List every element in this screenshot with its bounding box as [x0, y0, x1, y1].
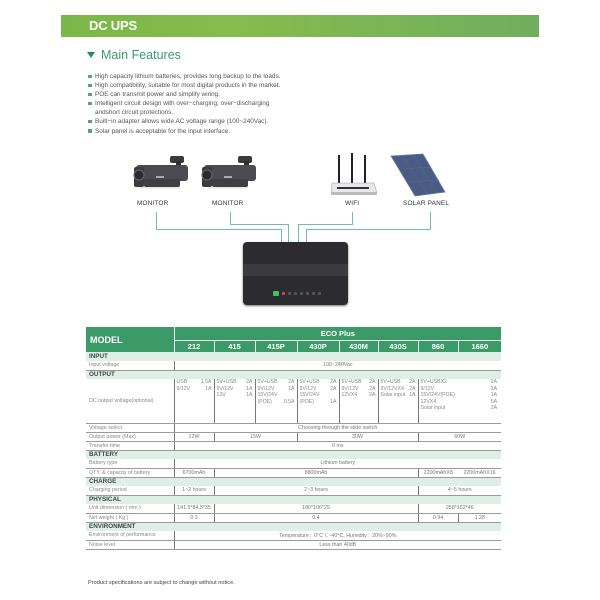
- security-camera-icon: [132, 155, 194, 200]
- solar-panel-icon: [387, 152, 447, 203]
- triangle-down-icon: [87, 52, 95, 58]
- section-row-environment: ENVIRONMENT: [86, 522, 501, 531]
- table-row: Charging period 1~2 hours 2~3 hours 4~5 hours: [86, 486, 501, 495]
- section-row-physical: PHYSICAL: [86, 495, 501, 504]
- model-col-430p: 430P: [297, 340, 339, 352]
- connection-wire: [156, 229, 281, 230]
- table-row: Environment of performance Temperature：0°C℃~40°C, Humidity：20%~90%: [86, 531, 501, 540]
- connection-wire: [298, 224, 299, 242]
- feature-item: Built−in adapter allows wide AC voltage range (100~240Vac).: [88, 117, 388, 126]
- device-label-wifi: WIFI: [345, 200, 360, 207]
- table-row: Battery type Lithium battery: [86, 459, 501, 468]
- square-bullet-icon: [88, 75, 92, 79]
- square-bullet-icon: [88, 120, 92, 124]
- feature-item: Intelligent circuit design with over−charging, over−discharging andshort circuit protections.: [88, 99, 278, 117]
- section-row-battery: BATTERY: [86, 450, 501, 459]
- table-row: Net weight ( Kg ) 0.3 0.4 0.94 1.28: [86, 513, 501, 522]
- section-row-charge: CHARGE: [86, 477, 501, 486]
- connection-wire: [281, 229, 282, 242]
- model-col-860: 860: [418, 340, 458, 352]
- connection-wire: [288, 224, 289, 242]
- table-row: Noise level Less than 40dB: [86, 540, 501, 549]
- section-heading-text: Main Features: [101, 48, 181, 62]
- dc-ups-device-icon: [243, 242, 348, 305]
- feature-item: POE can transmit power and simplify wiring.: [88, 90, 388, 99]
- model-col-430s: 430S: [378, 340, 418, 352]
- led-indicators: [273, 291, 321, 296]
- table-row: QTY. & capacity of battery 6700mAh 8800mAh 2200mAhX8 2200mAhX16: [86, 468, 501, 477]
- table-row: Input voltage 100~240Vac: [86, 361, 501, 370]
- section-heading: [87, 48, 181, 62]
- square-bullet-icon: [88, 129, 92, 133]
- connection-wire: [230, 224, 288, 225]
- model-col-212: 212: [174, 340, 214, 352]
- connection-wire: [306, 229, 431, 230]
- feature-item: Solar panel is acceptable for the input interface.: [88, 127, 388, 136]
- table-row: Output power (Max) 12W 15W 30W 60W: [86, 432, 501, 441]
- device-label-monitor-1: MONITOR: [137, 200, 169, 207]
- model-col-415: 415: [214, 340, 255, 352]
- feature-item: High capacity lithium batteries, provides long backup to the loads.: [88, 72, 388, 81]
- wifi-router-icon: [329, 153, 379, 203]
- connection-wire: [230, 212, 231, 224]
- model-col-1660: 1660: [458, 340, 501, 352]
- connection-wire: [298, 224, 353, 225]
- model-header: MODEL: [86, 327, 174, 352]
- section-row-output: OUTPUT: [86, 370, 501, 379]
- square-bullet-icon: [88, 93, 92, 97]
- square-bullet-icon: [88, 102, 92, 106]
- table-row: Voltage select Choosing through the slide switch: [86, 423, 501, 432]
- security-camera-icon: [200, 155, 262, 200]
- model-col-430m: 430M: [339, 340, 378, 352]
- header-banner: [61, 15, 539, 37]
- connection-wire: [156, 212, 157, 230]
- page-title: DC UPS: [89, 18, 137, 33]
- series-header: ECO Plus: [174, 327, 501, 340]
- features-list: [88, 72, 388, 136]
- connection-wire: [352, 212, 353, 224]
- spec-table: [86, 327, 501, 550]
- section-row-input: INPUT: [86, 352, 501, 361]
- model-col-415p: 415P: [255, 340, 297, 352]
- device-label-monitor-2: MONITOR: [212, 200, 244, 207]
- connection-wire: [430, 212, 431, 230]
- table-row: Unit dimension ( mm ) 141.5*84.5*35 180*106*29 258*152*46: [86, 504, 501, 513]
- feature-item: High compatibility, suitable for most digital products in the market.: [88, 81, 388, 90]
- square-bullet-icon: [88, 84, 92, 88]
- device-label-solar-panel: SOLAR PANEL: [403, 200, 450, 207]
- table-row-dc-output: DC output voltage(optional) USB 1.5A 9/12V 1A 5V+USB 2A 9V/12V 1A 12V 1A 5V+USB 2A 9V/12V 1A 15V/24V (POE) 0.5A 5V+USB 2A 9V/12V 2A 15V/24V (POE) 1A 5V+USB 2A 9V/12V 2A 12VX4 2A 5V+USB 2A 9V/12VX4 2A Solar input 1A 5V+USBX2 2A 9/12V 2A 15V/24V(POE) 1A 12VX4 5A Solar input 2A: [86, 379, 501, 423]
- footnote: Product specifications are subject to change without notice.: [88, 580, 235, 586]
- connection-wire: [306, 229, 307, 242]
- table-row: Transfer time 0 ms: [86, 441, 501, 450]
